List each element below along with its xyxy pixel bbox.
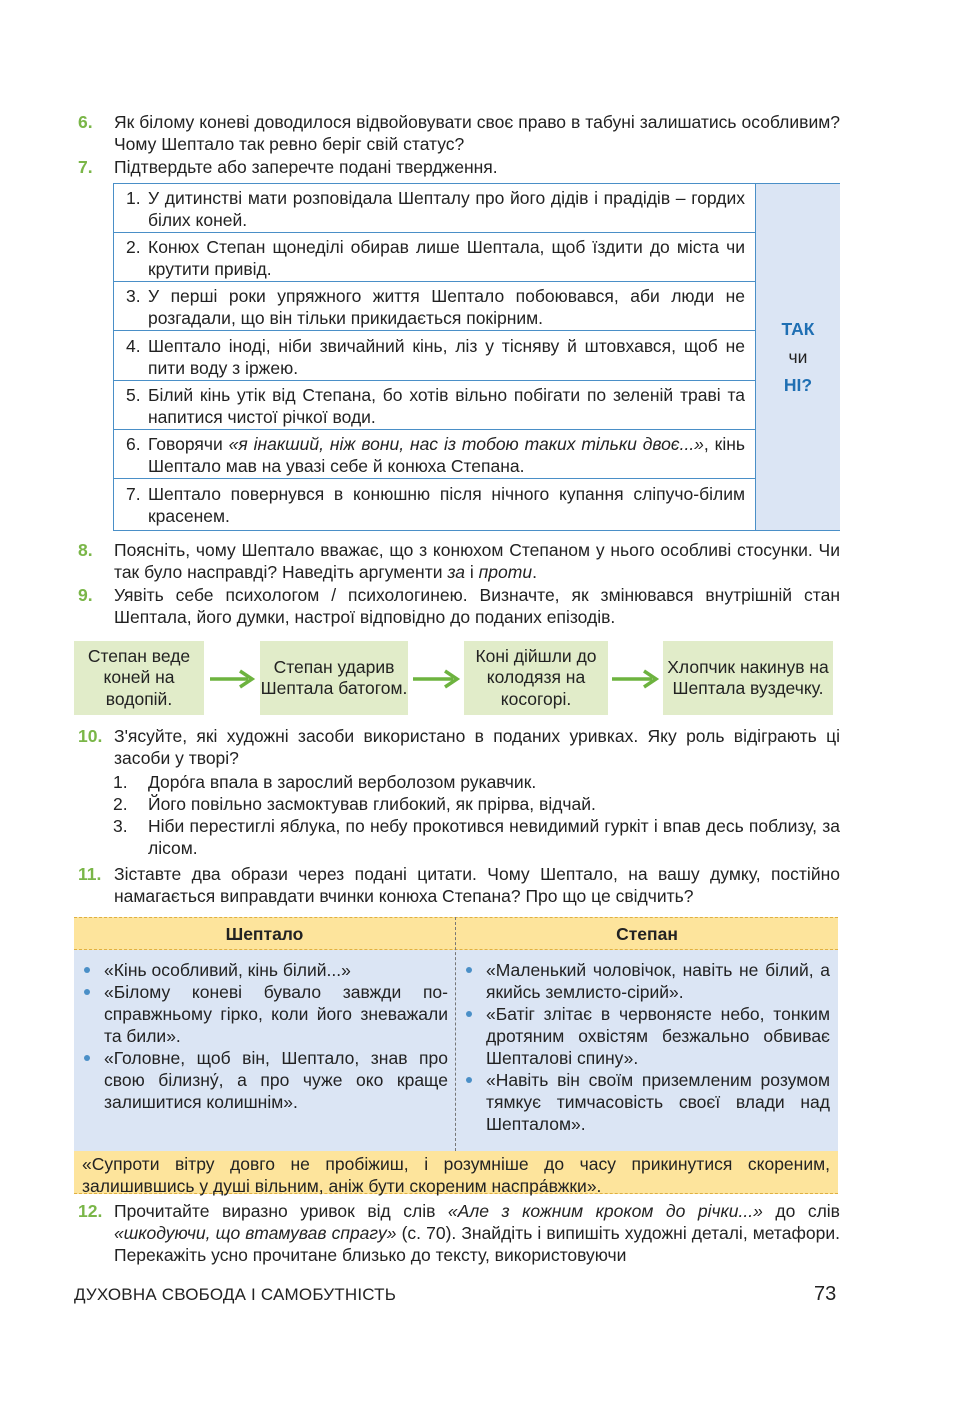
- statement-text: Шептало повернувся в конюшню після нічного купання сліпучо-білим красенем.: [148, 484, 745, 526]
- question-text: З'ясуйте, які художні засоби використано в поданих уривках. Яку роль відіграють ці засоби у творі?: [114, 726, 840, 768]
- question-text-main: Поясніть, чому Шептало вважає, що з конюхом Степаном у нього особливі стосунки. Чи так було насправді? Наведіть аргументи: [114, 540, 840, 582]
- yes-label: ТАК: [781, 319, 815, 339]
- list-item: [74, 959, 448, 981]
- episode-text: Степан веде коней на водопій.: [87, 645, 191, 709]
- list-number: 2.: [113, 794, 128, 814]
- statement-text: Конюх Степан щонеділі обирав лише Шептала, щоб їздити до міста чи крутити привід.: [148, 237, 745, 279]
- quote-text: «Маленький чоловічок, навіть не білий, а якийсь землисто-сірий».: [486, 960, 830, 1002]
- question-number: 11.: [78, 864, 102, 884]
- question-text: [114, 1200, 840, 1266]
- list-number: 3.: [113, 816, 128, 836]
- statement-row: [114, 184, 755, 233]
- statement-text: Шептало іноді, ніби звичайний кінь, ліз у тісняву й штовхався, щоб не пити воду з іржею.: [148, 336, 745, 378]
- quote-text: «Головне, щоб він, Шептало, знав про свою білизну́, а про чуже око краще залишитися колишнім».: [104, 1048, 448, 1112]
- bullet-icon: [466, 967, 472, 973]
- italic-quote-end: «шкодуючи, що втамував спрагу»: [114, 1223, 397, 1243]
- column-divider: [455, 917, 456, 1151]
- comparison-body: [74, 950, 838, 1151]
- statement-number: 4.: [126, 336, 141, 356]
- right-column: [456, 959, 830, 1135]
- statement-row: [114, 282, 755, 331]
- statement-number: 6.: [126, 434, 141, 454]
- statement-number: 5.: [126, 385, 141, 405]
- question-12: [78, 1200, 840, 1266]
- punctuation: .: [532, 562, 537, 582]
- bullet-icon: [84, 989, 90, 995]
- statement-text: Білий кінь утік від Степана, бо хотів вільно побігати по зеленій траві та напитися чистої річкої води.: [148, 385, 745, 427]
- list-item: [74, 1047, 448, 1113]
- statement-text-pre: Говорячи: [148, 434, 229, 454]
- statement-row: [114, 381, 755, 430]
- statements-list: [114, 184, 755, 530]
- list-item: [113, 771, 840, 793]
- italic-za: за: [447, 562, 466, 582]
- comparison-quote: «Супроти вітру довго не пробіжиш, і розумніше до часу прикинутися скореним, залишившись у душі вільним, аніж бути скореним наспра́вжки».: [74, 1151, 838, 1194]
- episode-text: Степан ударив Шептала батогом.: [260, 656, 408, 698]
- list-text: Ніби перестиглі яблука, по небу прокотився невидимий гуркіт і впав десь поблизу, за лісом.: [148, 816, 840, 858]
- statements-table: [113, 183, 840, 531]
- question-text: Як білому коневі доводилося відвойовувати своє право в табуні залишатись особливим? Чому Шептало так ревно беріг свій статус?: [114, 112, 840, 154]
- question-text: [114, 539, 840, 583]
- question-text: Зіставте два образи через подані цитати. Чому Шептало, на вашу думку, постійно намагається виправдати вчинки конюха Степана? Про що це свідчить?: [114, 864, 840, 906]
- question-text-pre: Прочитайте виразно уривок від слів: [114, 1201, 448, 1221]
- column-header: Шептало: [225, 924, 304, 944]
- italic-quote-start: «Але з кожним кроком до річки...»: [447, 1201, 763, 1221]
- statement-number: 3.: [126, 286, 141, 306]
- statement-row: [114, 233, 755, 282]
- question-9: [78, 584, 840, 628]
- question-7: [78, 156, 840, 178]
- page-number: 73: [814, 1283, 837, 1305]
- statement-row: [114, 332, 755, 381]
- quote-text: «Навіть він своїм приземленим розумом тямкує тимчасовість своєї влади над Шепталом».: [486, 1070, 830, 1134]
- list-item: [113, 815, 840, 859]
- question-text-mid: до слів: [762, 1201, 840, 1221]
- or-label: чи: [788, 347, 808, 367]
- question-number: 10.: [78, 726, 103, 746]
- arrow-right-icon: [411, 669, 461, 689]
- question-number: 7.: [78, 157, 93, 177]
- list-item: [113, 793, 840, 815]
- question-text: Уявіть себе психологом / психологинею. Визначте, як змінювався внутрішній стан Шептала, його думки, настрої відповідно до поданих епізодів.: [114, 585, 840, 627]
- quote-text: «Кінь особливий, кінь білий...»: [104, 960, 351, 980]
- quote-text: «Батіг злітає в червонясте небо, тонким дротяним охвістям безжально обвиває Шепталові спину».: [486, 1004, 830, 1068]
- episode-box: [663, 641, 833, 715]
- question-text-post: (с. 70). Знайдіть і випишіть художні деталі, метафори. Перекажіть усно прочитане близько до тексту, використовуючи: [114, 1223, 840, 1265]
- question-number: 9.: [78, 585, 93, 605]
- conjunction: і: [465, 562, 479, 582]
- no-label: НІ?: [783, 375, 813, 395]
- bullet-icon: [84, 967, 90, 973]
- comparison-table: [74, 917, 838, 1194]
- question-number: 8.: [78, 540, 93, 560]
- statement-number: 7.: [126, 484, 141, 504]
- list-item: [456, 1003, 830, 1069]
- statement-quote: «я інакший, ніж вони, нас із тобою таких тільки двоє...»: [228, 434, 704, 454]
- question-number: 6.: [78, 112, 93, 132]
- question-number: 12.: [78, 1201, 103, 1221]
- bullet-icon: [84, 1055, 90, 1061]
- statement-row: [114, 430, 755, 479]
- italic-proty: проти: [478, 562, 533, 582]
- episode-box: [464, 641, 608, 715]
- quote-text: «Білому коневі бувало завжди по-справжньому гірко, коли його зневажали та били».: [104, 982, 448, 1046]
- left-column: [74, 959, 448, 1113]
- statement-number: 2.: [126, 237, 141, 257]
- statement-text-post: , кінь Шептало мав на увазі себе й конюха Степана.: [148, 434, 745, 476]
- episode-box: [74, 641, 204, 715]
- question-text: Підтвердьте або заперечте подані твердження.: [114, 157, 498, 177]
- list-item: [456, 959, 830, 1003]
- list-item: [456, 1069, 830, 1135]
- question-10: [78, 725, 840, 769]
- question-11: [78, 863, 840, 907]
- list-number: 1.: [113, 772, 128, 792]
- column-header: Степан: [616, 924, 678, 944]
- statement-text: У дитинстві мати розповідала Шепталу про його дідів і прадідів – гордих білих коней.: [148, 188, 745, 230]
- yes-no-box: [755, 184, 840, 530]
- arrow-right-icon: [208, 669, 256, 689]
- comparison-header: [74, 917, 838, 950]
- arrow-right-icon: [610, 669, 660, 689]
- episode-text: Коні дійшли до колодязя на косогорі.: [475, 645, 597, 709]
- list-text: Його повільно засмоктував глибокий, як прірва, відчай.: [148, 794, 596, 814]
- episode-text: Хлопчик накинув на Шептала вуздечку.: [667, 656, 829, 698]
- episode-box: [260, 641, 408, 715]
- list-item: [74, 981, 448, 1047]
- statement-row: [114, 480, 755, 530]
- list-text: Доро́га впала в зарослий верболозом рукавчик.: [148, 772, 537, 792]
- question-8: [78, 539, 840, 583]
- statement-text: [148, 433, 745, 477]
- bullet-icon: [466, 1077, 472, 1083]
- statement-text: У перші роки упряжного життя Шептало побоювався, аби люди не розгадали, що він тільки прикидається покірним.: [148, 286, 745, 328]
- bullet-icon: [466, 1011, 472, 1017]
- running-footer-title: ДУХОВНА СВОБОДА І САМОБУТНІСТЬ: [74, 1285, 397, 1304]
- question-6: [78, 111, 840, 155]
- statement-number: 1.: [126, 188, 141, 208]
